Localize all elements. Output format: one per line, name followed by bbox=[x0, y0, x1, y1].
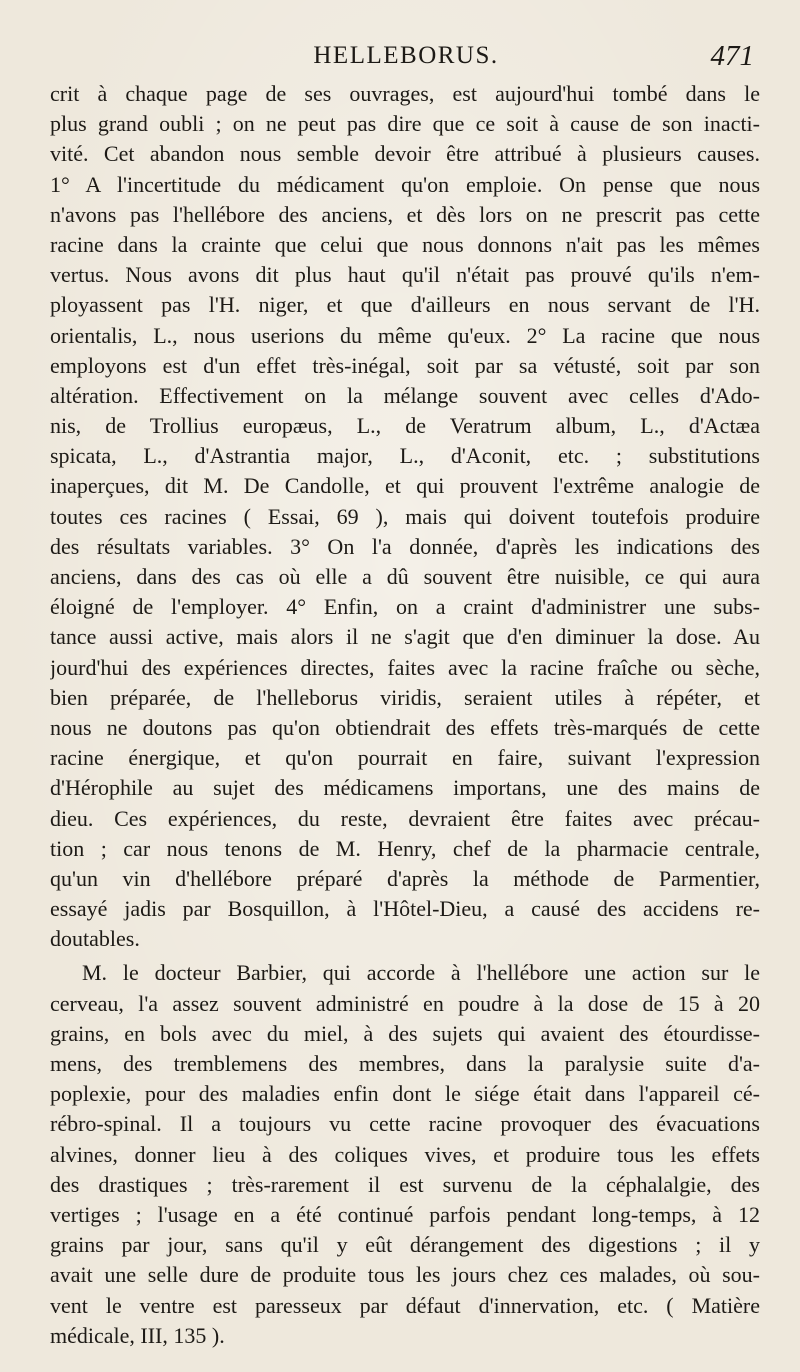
body-text bbox=[50, 79, 760, 1351]
paragraph-2 bbox=[50, 958, 760, 1350]
text-line: dieu. Ces expériences, du reste, devraient être faites avec précau- bbox=[50, 805, 760, 831]
text-line: jourd'hui des expériences directes, faites avec la racine fraîche ou sèche, bbox=[50, 654, 760, 680]
text-line: poplexie, pour des maladies enfin dont le siége était dans l'appareil cé- bbox=[50, 1081, 760, 1107]
text-line: nis, de Trollius europæus, L., de Veratrum album, L., d'Actæa bbox=[50, 413, 760, 439]
text-line: inaperçues, dit M. De Candolle, et qui prouvent l'extrême analogie de bbox=[50, 473, 760, 499]
text-line: d'Hérophile au sujet des médicamens importans, une des mains de bbox=[50, 775, 760, 801]
text-line: nous ne doutons pas qu'on obtiendrait des effets très-marqués de cette bbox=[50, 714, 760, 740]
text-line: employons est d'un effet très-inégal, soit par sa vétusté, soit par son bbox=[50, 352, 760, 378]
text-line: vertus. Nous avons dit plus haut qu'il n'était pas prouvé qu'ils n'em- bbox=[50, 262, 760, 288]
text-line: crit à chaque page de ses ouvrages, est aujourd'hui tombé dans le bbox=[50, 81, 760, 106]
text-line: racine énergique, et qu'on pourrait en faire, suivant l'expression bbox=[50, 745, 760, 771]
text-line: éloigné de l'employer. 4° Enfin, on a craint d'administrer une subs- bbox=[50, 594, 760, 620]
text-line: anciens, dans des cas où elle a dû souvent être nuisible, ce qui aura bbox=[50, 564, 760, 589]
text-line: vertiges ; l'usage en a été continué parfois pendant long-temps, à 12 bbox=[50, 1201, 760, 1227]
text-line: cerveau, l'a assez souvent administré en poudre à la dose de 15 à 20 bbox=[50, 990, 760, 1016]
running-title: HELLEBORUS. bbox=[313, 42, 499, 69]
text-line: vent le ventre est paresseux par défaut d'innervation, etc. ( Matière bbox=[50, 1292, 760, 1318]
text-line: grains par jour, sans qu'il y eût dérangement des digestions ; il y bbox=[50, 1232, 760, 1258]
page-number: 471 bbox=[710, 40, 754, 72]
text-line: des résultats variables. 3° On l'a donnée, d'après les indications des bbox=[50, 533, 760, 559]
text-line: doutables. bbox=[50, 926, 140, 952]
text-line: racine dans la crainte que celui que nous donnons n'ait pas les mêmes bbox=[50, 231, 760, 257]
text-line: ployassent pas l'H. niger, et que d'ailleurs en nous servant de l'H. bbox=[50, 292, 760, 318]
text-line: des drastiques ; très-rarement il est survenu de la céphalalgie, des bbox=[50, 1171, 760, 1197]
text-line: grains, en bols avec du miel, à des sujets qui avaient des étourdisse- bbox=[50, 1020, 760, 1046]
text-line: n'avons pas l'hellébore des anciens, et dès lors on ne prescrit pas cette bbox=[50, 201, 760, 227]
paragraph-1 bbox=[50, 79, 760, 954]
text-line: tance aussi active, mais alors il ne s'agit que d'en diminuer la dose. Au bbox=[50, 624, 760, 650]
text-line: rébro-spinal. Il a toujours vu cette racine provoquer des évacuations bbox=[50, 1111, 760, 1137]
text-line: qu'un vin d'hellébore préparé d'après la méthode de Parmentier, bbox=[50, 865, 760, 891]
text-line: spicata, L., d'Astrantia major, L., d'Aconit, etc. ; substitutions bbox=[50, 443, 760, 469]
text-line: essayé jadis par Bosquillon, à l'Hôtel-Dieu, a causé des accidens re- bbox=[50, 896, 760, 922]
text-line: M. le docteur Barbier, qui accorde à l'hellébore une action sur le bbox=[82, 960, 760, 986]
text-line: altération. Effectivement on la mélange souvent avec celles d'Ado- bbox=[50, 382, 760, 408]
text-line: 1° A l'incertitude du médicament qu'on emploie. On pense que nous bbox=[50, 171, 760, 197]
page-header bbox=[52, 42, 760, 82]
text-line: avait une selle dure de produite tous les jours chez ces malades, où sou- bbox=[50, 1262, 760, 1288]
text-line: toutes ces racines ( Essai, 69 ), mais qui doivent toutefois produire bbox=[50, 503, 760, 529]
text-line: tion ; car nous tenons de M. Henry, chef de la pharmacie centrale, bbox=[50, 835, 760, 861]
text-line: médicale, III, 135 ). bbox=[50, 1322, 225, 1348]
text-line: orientalis, L., nous userions du même qu'eux. 2° La racine que nous bbox=[50, 322, 760, 348]
text-line: plus grand oubli ; on ne peut pas dire que ce soit à cause de son inacti- bbox=[50, 111, 760, 137]
text-line: vité. Cet abandon nous semble devoir être attribué à plusieurs causes. bbox=[50, 141, 760, 167]
text-line: bien préparée, de l'helleborus viridis, seraient utiles à répéter, et bbox=[50, 684, 760, 710]
text-line: alvines, donner lieu à des coliques vives, et produire tous les effets bbox=[50, 1141, 760, 1167]
text-line: mens, des tremblemens des membres, dans la paralysie suite d'a- bbox=[50, 1051, 760, 1076]
